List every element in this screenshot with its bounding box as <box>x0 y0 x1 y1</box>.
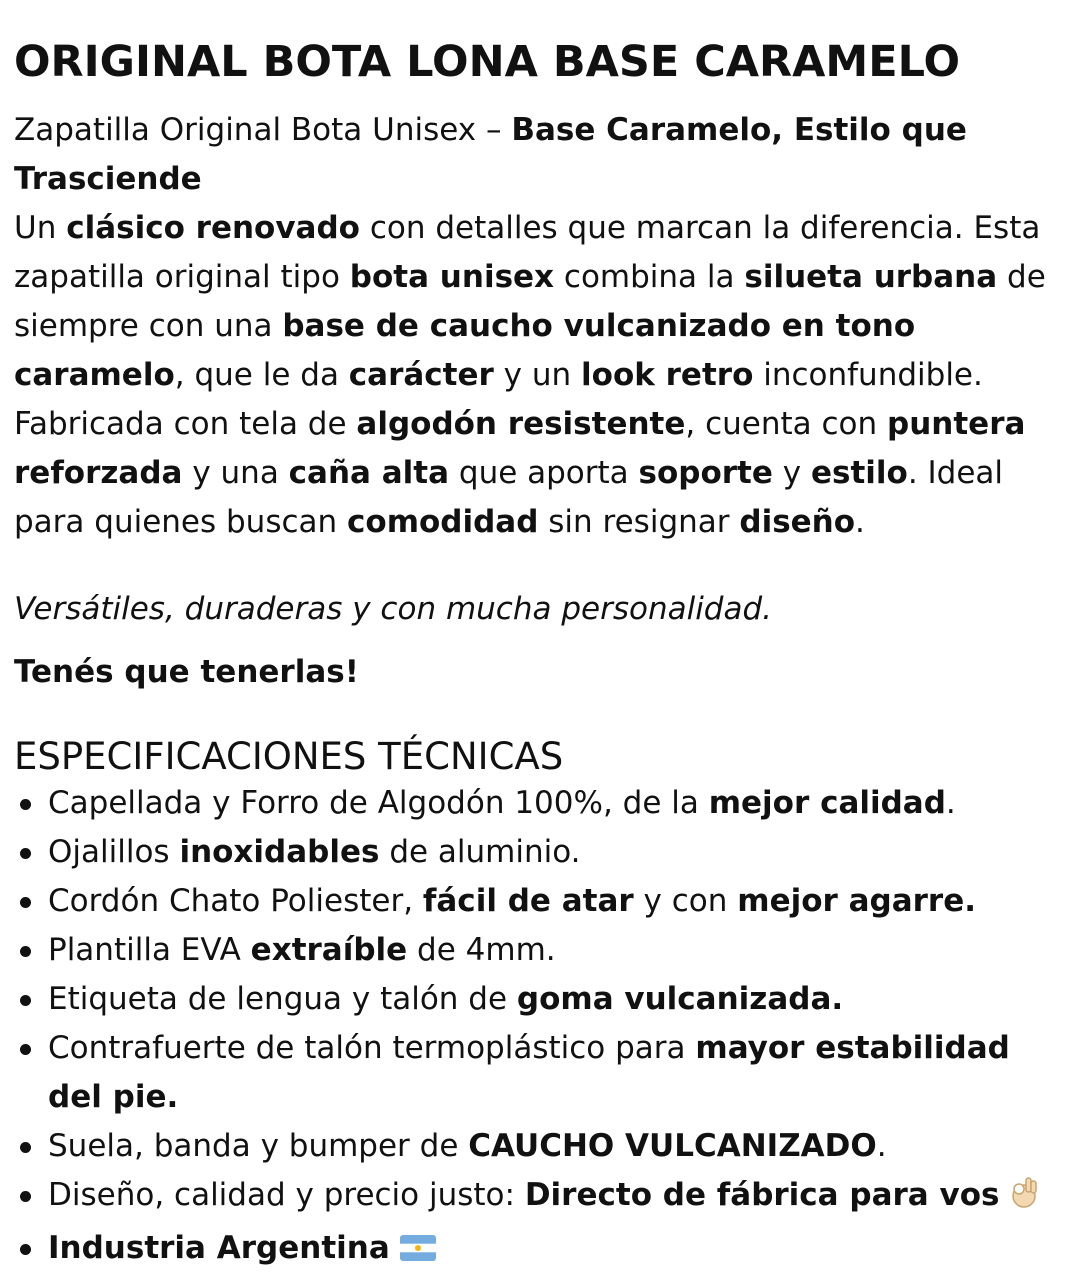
para1-text: combina la <box>554 259 745 295</box>
para1-emphasis: clásico renovado <box>66 210 360 246</box>
spec-item <box>14 1122 1066 1171</box>
spec-text: Capellada y Forro de Algodón 100%, de la <box>48 785 709 821</box>
para2-text: y una <box>182 455 289 491</box>
para1-emphasis: bota unisex <box>349 259 555 295</box>
spec-emphasis: goma vulcanizada. <box>516 981 844 1017</box>
spec-text: Cordón Chato Poliester, <box>48 883 423 919</box>
bullet-icon <box>20 995 31 1006</box>
ok-hand-icon <box>1007 1175 1041 1224</box>
spec-text: Ojalillos <box>48 834 180 870</box>
spec-item <box>14 975 1066 1024</box>
spec-text: Diseño, calidad y precio justo: <box>48 1177 525 1213</box>
spec-item <box>14 1171 1066 1224</box>
specs-list <box>14 779 1066 1276</box>
spec-item <box>14 1224 1066 1276</box>
para1-emphasis: look retro <box>581 357 754 393</box>
spec-item <box>14 828 1066 877</box>
spec-emphasis: mejor agarre. <box>737 883 977 919</box>
specs-heading: ESPECIFICACIONES TÉCNICAS <box>14 735 564 778</box>
para2-emphasis: algodón resistente <box>356 406 686 442</box>
para2-text: . <box>855 504 865 540</box>
bullet-icon <box>20 1191 31 1202</box>
spec-emphasis: extraíble <box>250 932 408 968</box>
spec-text: Contrafuerte de talón termoplástico para <box>48 1030 696 1066</box>
para1-emphasis: carácter <box>348 357 494 393</box>
spec-text: . <box>876 1128 887 1164</box>
description-paragraph-2 <box>14 400 1066 547</box>
spec-emphasis: fácil de atar <box>422 883 634 919</box>
bullet-icon <box>20 946 31 957</box>
para1-text: inconfundible. <box>753 357 983 393</box>
para2-emphasis: caña alta <box>288 455 450 491</box>
product-subtitle <box>14 106 1066 204</box>
tagline: Versátiles, duraderas y con mucha personalidad. <box>14 591 773 627</box>
para2-text: Fabricada con tela de <box>14 406 357 442</box>
para1-text: con detalles que marcan la diferencia. Esta zapatilla original tipo <box>14 210 1041 295</box>
bullet-icon <box>20 1244 31 1255</box>
para2-emphasis: comodidad <box>347 504 539 540</box>
spec-item <box>14 926 1066 975</box>
para1-text: , que le da <box>174 357 349 393</box>
spec-emphasis: Industria Argentina <box>48 1230 390 1266</box>
spec-text: . <box>945 785 956 821</box>
para1-emphasis: base de caucho vulcanizado en tono caramelo <box>14 308 916 393</box>
para2-emphasis: estilo <box>810 455 908 491</box>
spec-text: de aluminio. <box>379 834 581 870</box>
para1-text: y un <box>493 357 582 393</box>
spec-text: Etiqueta de lengua y talón de <box>48 981 517 1017</box>
spec-item <box>14 779 1066 828</box>
subtitle-bold: Base Caramelo, Estilo que Trasciende <box>14 112 967 197</box>
bullet-icon <box>20 1044 31 1055</box>
para1-text: de siempre con una <box>14 259 1046 344</box>
argentina-flag-icon <box>400 1227 436 1276</box>
spec-emphasis: inoxidables <box>179 834 380 870</box>
para1-text: Un <box>14 210 67 246</box>
bullet-icon <box>20 1142 31 1153</box>
spec-emphasis: CAUCHO VULCANIZADO <box>468 1128 877 1164</box>
spec-text: y con <box>633 883 738 919</box>
bullet-icon <box>20 897 31 908</box>
spec-emphasis: mejor calidad <box>708 785 946 821</box>
para2-text: , cuenta con <box>685 406 888 442</box>
spec-emphasis: Directo de fábrica para vos <box>524 1177 1000 1213</box>
para2-emphasis: diseño <box>739 504 856 540</box>
subtitle-plain: Zapatilla Original Bota Unisex – <box>14 112 512 148</box>
bullet-icon <box>20 799 31 810</box>
spacer <box>14 547 1066 585</box>
closing-line: Tenés que tenerlas! <box>14 654 359 690</box>
spec-text: Plantilla EVA <box>48 932 251 968</box>
para2-text: sin resignar <box>538 504 740 540</box>
para2-emphasis: puntera reforzada <box>14 406 1026 491</box>
para2-text: . Ideal para quienes buscan <box>14 455 1004 540</box>
para2-emphasis: soporte <box>638 455 773 491</box>
description-paragraph-1 <box>14 204 1066 400</box>
bullet-icon <box>20 848 31 859</box>
spec-emphasis: mayor estabilidad del pie. <box>48 1030 1010 1115</box>
product-title: ORIGINAL BOTA LONA BASE CARAMELO <box>14 37 960 87</box>
para2-text: que aporta <box>449 455 639 491</box>
spec-item <box>14 877 1066 926</box>
spec-text: Suela, banda y bumper de <box>48 1128 469 1164</box>
spec-text: de 4mm. <box>407 932 556 968</box>
para1-emphasis: silueta urbana <box>744 259 998 295</box>
para2-text: y <box>772 455 811 491</box>
spec-item <box>14 1024 1066 1122</box>
